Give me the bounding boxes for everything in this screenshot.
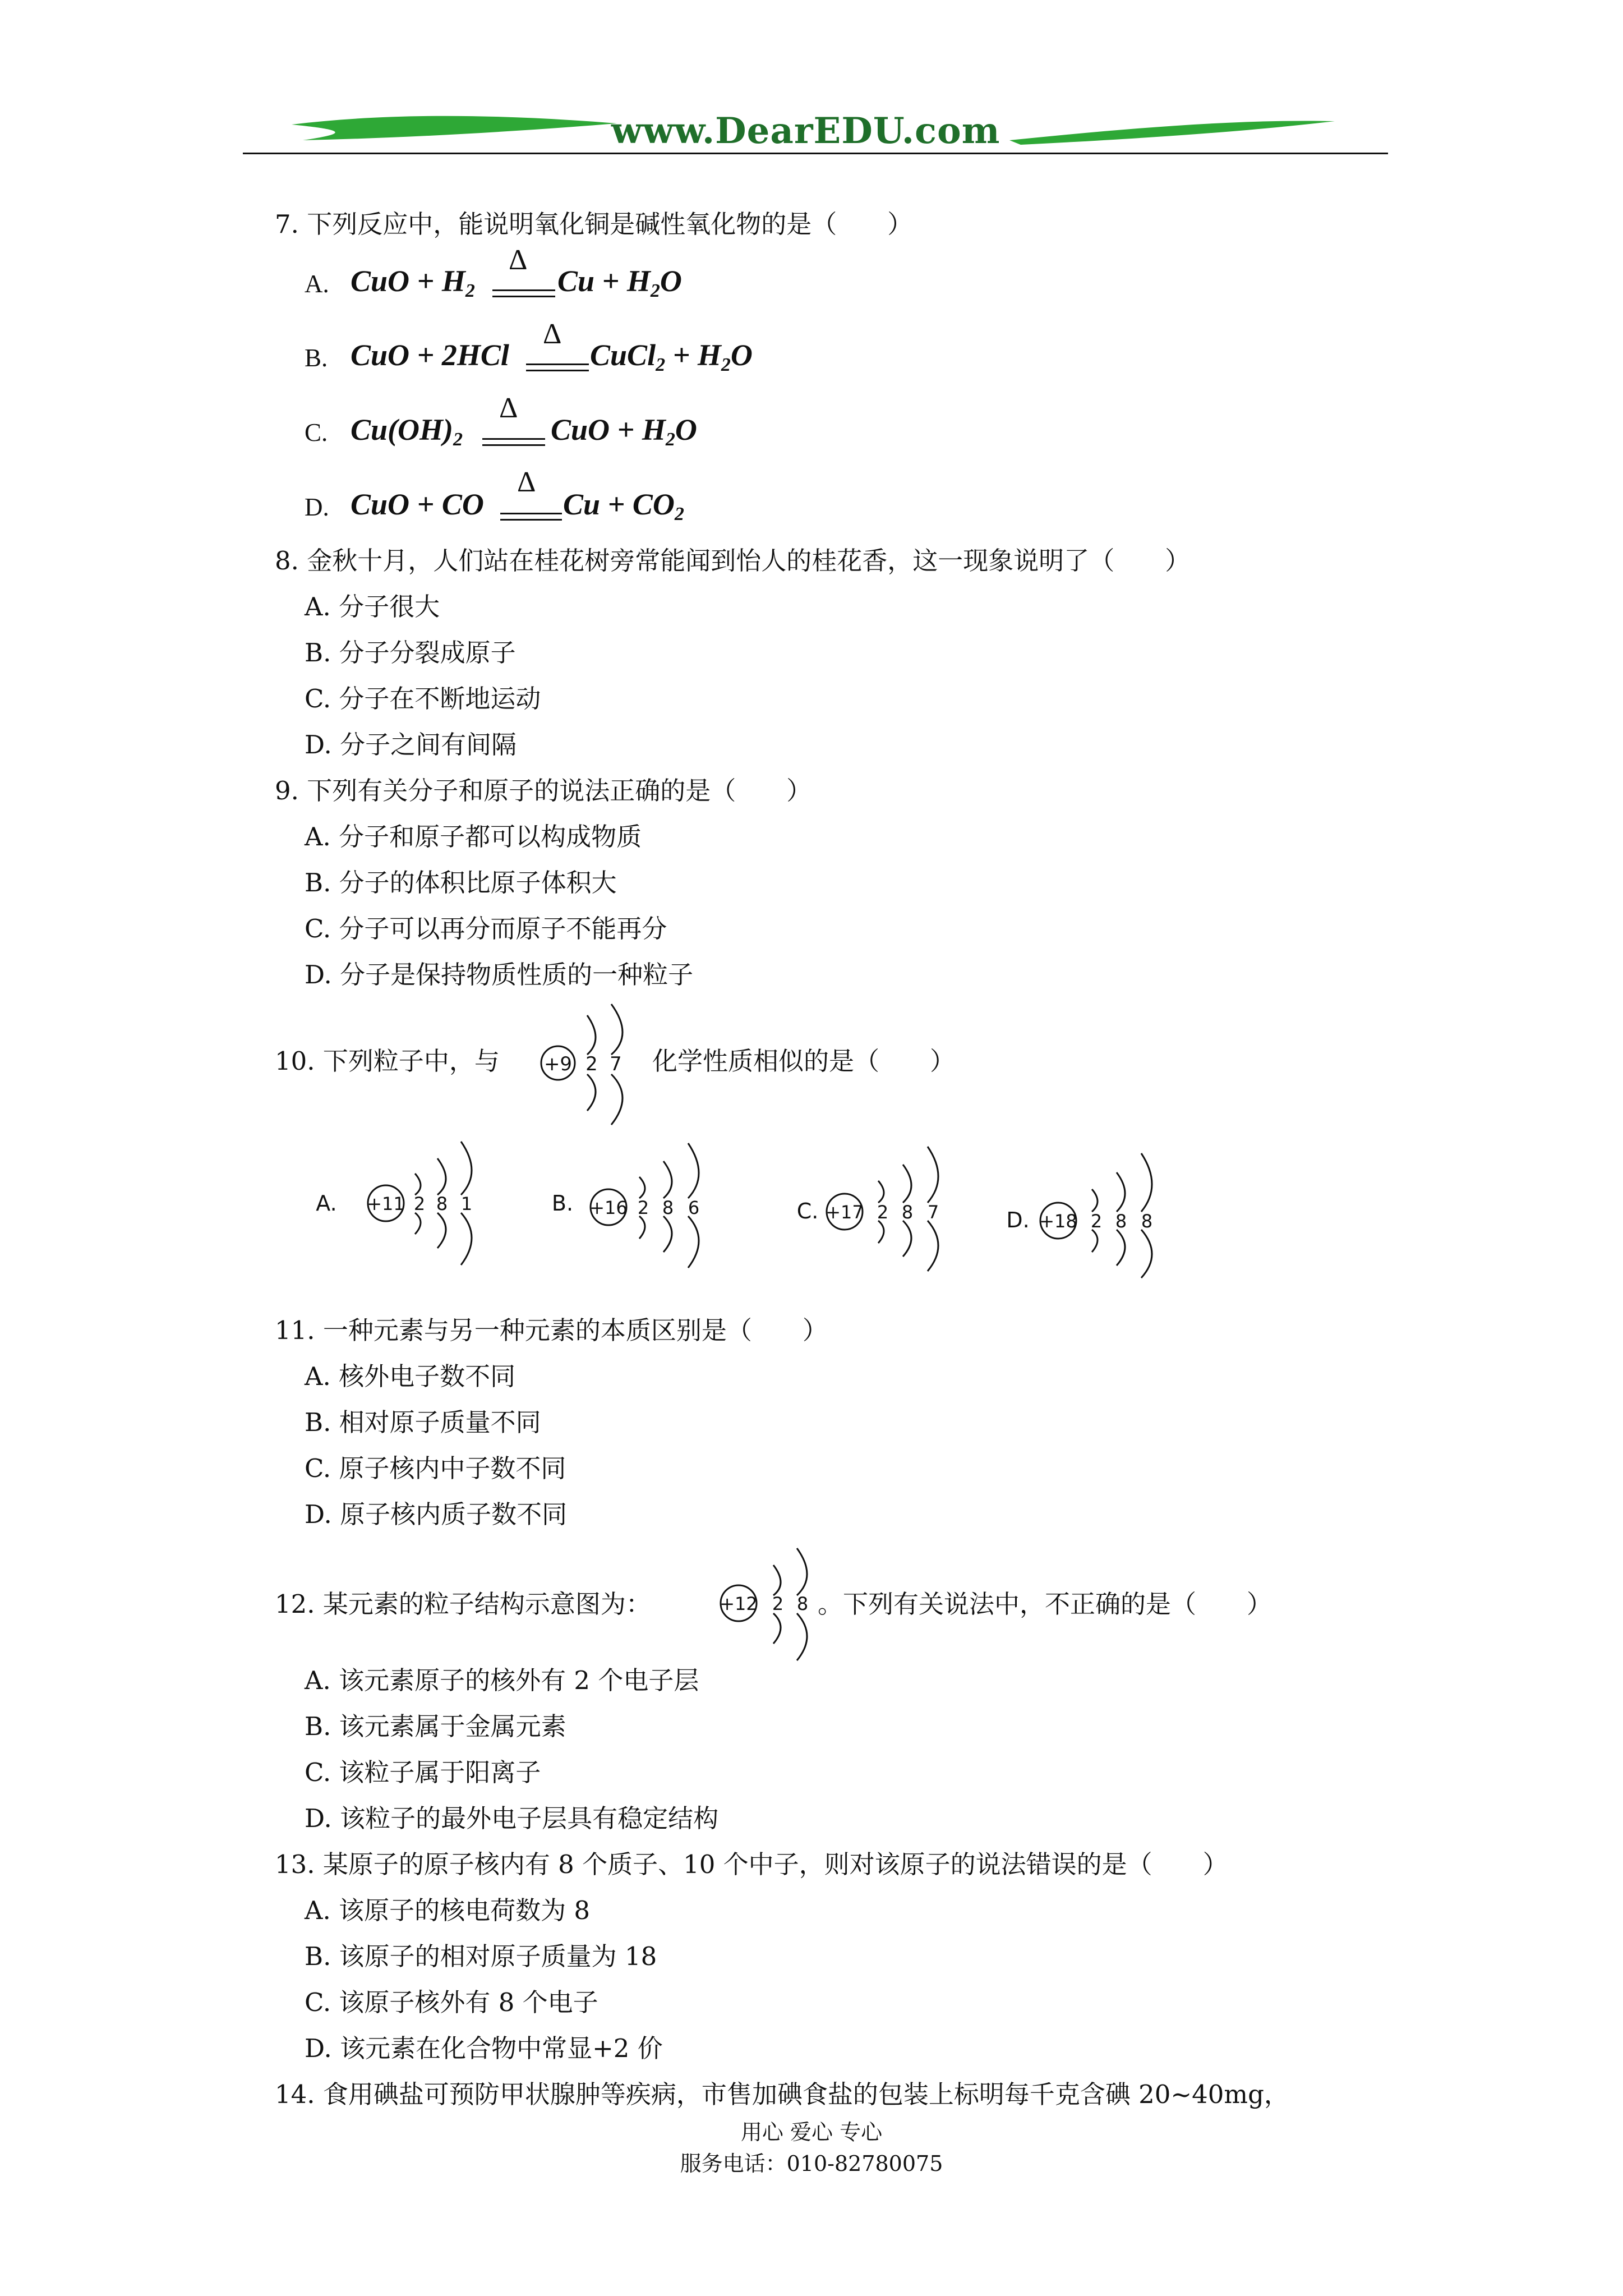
question-8-option-c: C. 分子在不断地运动 [305, 684, 541, 714]
shell-1-electrons: 2 [637, 1197, 649, 1218]
heat-condition-c: Δ [499, 392, 518, 424]
question-11-option-c: C. 原子核内中子数不同 [305, 1453, 566, 1483]
right-swoosh [1009, 121, 1335, 145]
nucleus-label: +9 [543, 1053, 573, 1075]
equation-c-rhs: CuO + $H_2O$ [551, 413, 697, 450]
left-swoosh [292, 116, 617, 140]
question-11-stem: 11. 一种元素与另一种元素的本质区别是（ ） [275, 1315, 828, 1345]
question-14-stem: 14. 食用碘盐可预防甲状腺肿等疾病，市售加碘食盐的包装上标明每千克含碘 20~40mg， [275, 2079, 1289, 2109]
equation-c-lhs: $Cu(OH)_2$ [351, 413, 463, 450]
equals-bar-d-bottom [500, 519, 562, 521]
option-letter: C. [796, 1199, 819, 1223]
question-11-option-a: A. 核外电子数不同 [305, 1361, 516, 1391]
shell-1-electrons: 2 [877, 1202, 889, 1223]
equals-bar-a-top [492, 289, 555, 291]
nucleus-label: +12 [720, 1593, 758, 1614]
footer-slogan: 用心 爱心 专心 [740, 2120, 883, 2145]
question-8-option-a: A. 分子很大 [305, 592, 440, 622]
nucleus-label: +17 [826, 1202, 864, 1223]
equals-bar-b-top [526, 364, 589, 365]
shell-1-electrons: 2 [1090, 1211, 1103, 1232]
equals-bar-c-bottom [482, 444, 545, 446]
heat-condition-a: Δ [509, 244, 528, 276]
equation-d-rhs: $Cu + CO_2$ [563, 487, 684, 524]
question-12-option-c: C. 该粒子属于阳离子 [305, 1757, 541, 1787]
question-7-option-d [305, 493, 329, 522]
question-10-stem-prefix: 10. 下列粒子中，与 [275, 1046, 500, 1076]
question-13-option-d: D. 该元素在化合物中常显+2 价 [305, 2033, 663, 2063]
equation-b-rhs: CuCl$_2$ + $H_2O$ [590, 338, 753, 375]
shell-3-electrons: 1 [460, 1193, 473, 1214]
question-9-stem: 9. 下列有关分子和原子的说法正确的是（ ） [275, 776, 812, 806]
option-letter: A. [305, 270, 329, 298]
question-10-stem-suffix: 化学性质相似的是（ ） [652, 1046, 956, 1076]
shell-1-electrons: 2 [772, 1593, 784, 1614]
question-11-option-d: D. 原子核内质子数不同 [305, 1499, 568, 1529]
equation-a-lhs: CuO + $H_2$ [351, 264, 475, 301]
shell-3-electrons: 6 [688, 1197, 700, 1218]
question-8-option-d: D. 分子之间有间隔 [305, 730, 517, 760]
shell-3-electrons: 8 [1141, 1211, 1153, 1232]
option-letter: D. [1006, 1208, 1030, 1232]
option-letter: B. [551, 1191, 574, 1216]
equals-bar-c-top [482, 438, 545, 440]
footer-phone: 服务电话：010-82780075 [680, 2151, 943, 2176]
shell-2-electrons: 8 [436, 1193, 448, 1214]
question-7-option-c [305, 418, 328, 447]
question-10-option-b-diagram [547, 1128, 732, 1273]
question-9-option-b: B. 分子的体积比原子体积大 [305, 868, 617, 898]
equals-bar-b-bottom [526, 370, 589, 371]
shell-1-electrons: 2 [585, 1053, 598, 1075]
nucleus-label: +16 [589, 1197, 628, 1218]
equation-a-rhs: $Cu + H_2O$ [557, 264, 682, 301]
shell-3-electrons: 7 [927, 1202, 939, 1223]
question-10-option-c-diagram [791, 1128, 976, 1273]
question-13-option-b: B. 该原子的相对原子质量为 18 [305, 1941, 657, 1971]
option-letter: B. [305, 344, 328, 372]
question-13-stem: 13. 某原子的原子核内有 8 个质子、10 个中子，则对该原子的说法错误的是（ ） [275, 1849, 1228, 1879]
site-logo: www.DearEDU.com [611, 110, 1000, 152]
option-letter: D. [305, 493, 329, 521]
shell-2-electrons: 8 [901, 1202, 914, 1223]
header-rule [243, 153, 1388, 154]
question-9-option-c: C. 分子可以再分而原子不能再分 [305, 914, 667, 944]
nucleus-label: +11 [367, 1193, 405, 1214]
question-13-option-a: A. 该原子的核电荷数为 8 [305, 1895, 591, 1925]
heat-condition-b: Δ [543, 318, 562, 350]
question-10-option-a-diagram [314, 1128, 499, 1273]
question-8-stem: 8. 金秋十月，人们站在桂花树旁常能闻到怡人的桂花香，这一现象说明了（ ） [275, 546, 1191, 576]
question-11-option-b: B. 相对原子质量不同 [305, 1407, 541, 1437]
shell-2-electrons: 7 [610, 1053, 622, 1075]
heat-condition-d: Δ [517, 466, 536, 498]
question-9-option-d: D. 分子是保持物质性质的一种粒子 [305, 960, 694, 990]
shell-1-electrons: 2 [413, 1193, 426, 1214]
question-12-stem-prefix: 12. 某元素的粒子结构示意图为： [275, 1589, 651, 1619]
shell-2-electrons: 8 [662, 1197, 674, 1218]
equation-d-lhs: CuO + CO [351, 487, 484, 521]
question-12-stem-suffix: 。下列有关说法中，不正确的是（ ） [818, 1589, 1272, 1619]
option-letter: C. [305, 418, 328, 447]
nucleus-label: +18 [1039, 1211, 1077, 1232]
equals-bar-d-top [500, 513, 562, 514]
equation-b-lhs: CuO + 2HCl [351, 338, 509, 372]
question-12-option-d: D. 该粒子的最外电子层具有稳定结构 [305, 1803, 719, 1833]
question-12-option-a: A. 该元素原子的核外有 2 个电子层 [305, 1665, 699, 1695]
question-9-option-a: A. 分子和原子都可以构成物质 [305, 822, 642, 852]
question-7-stem: 7. 下列反应中，能说明氧化铜是碱性氧化物的是（ ） [275, 209, 913, 239]
question-12-option-b: B. 该元素属于金属元素 [305, 1711, 566, 1741]
question-7-option-b [305, 343, 328, 372]
shell-2-electrons: 8 [1115, 1211, 1127, 1232]
option-letter: A. [316, 1191, 337, 1216]
question-12-ion-diagram [715, 1537, 827, 1666]
question-7-option-a [305, 269, 329, 298]
equals-bar-a-bottom [492, 296, 555, 297]
question-8-option-b: B. 分子分裂成原子 [305, 638, 516, 668]
question-10-reference-atom-diagram [536, 996, 648, 1130]
question-10-option-d-diagram [995, 1133, 1181, 1279]
shell-2-electrons: 8 [796, 1593, 809, 1614]
question-13-option-c: C. 该原子核外有 8 个电子 [305, 1987, 598, 2017]
